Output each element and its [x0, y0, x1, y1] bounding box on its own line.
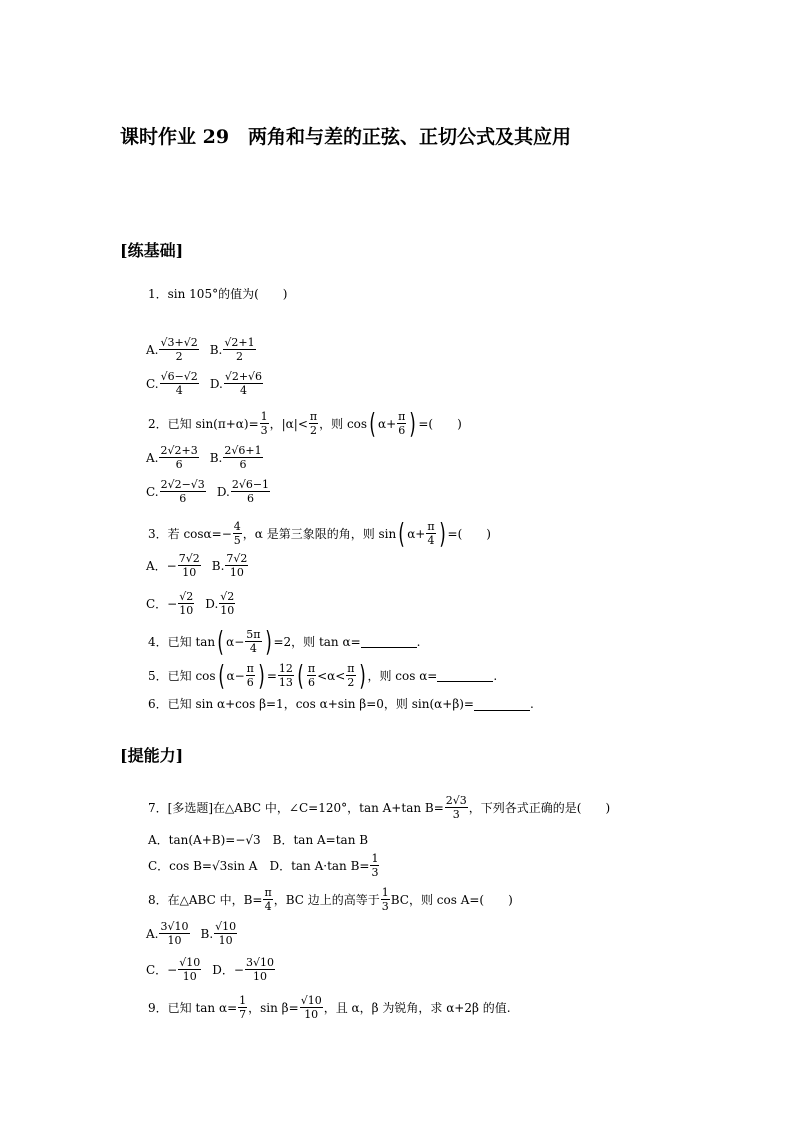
q2-d-den: 6: [246, 492, 254, 505]
q1-b-num: √2+1: [224, 336, 255, 349]
q3-option-c-fraction: [178, 590, 194, 617]
left-paren-icon: (: [369, 406, 376, 440]
q4-inner: α−: [226, 634, 245, 649]
q1-d-den: 4: [239, 384, 247, 397]
question-6: [148, 696, 534, 712]
right-paren-icon: ): [438, 516, 446, 550]
question-2-options-cd: [146, 478, 271, 505]
q2-fraction-1: [260, 410, 269, 437]
question-7-stem: [148, 794, 610, 821]
q2-option-a-fraction: [159, 444, 198, 471]
q3-option-a-label: A．−: [146, 558, 177, 573]
q3-option-c-label: C．−: [146, 596, 178, 611]
q7-options-cd-text: C．cos B=√3sin A D．tan A·tan B=: [148, 858, 370, 873]
q8-a-num: 3√10: [160, 920, 189, 933]
q2-option-b-label: B.: [209, 450, 223, 465]
right-paren-icon: ): [358, 658, 366, 692]
q1-b-den: 2: [235, 350, 243, 363]
q5-inner: α−: [226, 668, 245, 683]
q1-option-d-fraction: [224, 370, 263, 397]
answer-blank[interactable]: [361, 635, 417, 648]
q3-option-d-fraction: [219, 590, 235, 617]
q5-f1-den: 6: [246, 676, 254, 689]
q1-option-b-label: B.: [209, 342, 223, 357]
q2-fraction-2: [309, 410, 318, 437]
question-7-options-cd: [148, 852, 380, 879]
q2-c-num: 2√2−√3: [160, 478, 205, 491]
question-8-options-cd: [146, 956, 276, 983]
q5-post: ，则 cos α=: [367, 668, 438, 683]
q5-eq: =: [266, 668, 277, 683]
q3-d-den: 10: [220, 604, 235, 617]
question-7-options-ab: [148, 832, 368, 848]
q8-fraction-1: [263, 886, 272, 913]
q4-pre: 4．已知 tan: [148, 634, 216, 649]
q5-f4-den: 2: [347, 676, 355, 689]
q2-b-num: 2√6+1: [224, 444, 262, 457]
q9-pre: 9．已知 tan α=: [148, 1000, 238, 1015]
q2-mid1: ，|α|<: [269, 416, 308, 431]
q3-f1-num: 4: [233, 520, 241, 533]
q8-d-num: 3√10: [245, 956, 274, 969]
q5-fraction-4: [346, 662, 355, 689]
q5-end: .: [493, 668, 498, 683]
q8-c-den: 10: [182, 970, 197, 983]
q1-option-c-fraction: [160, 370, 199, 397]
question-1-options-cd: [146, 370, 264, 397]
q4-f-den: 4: [249, 642, 257, 655]
q8-d-den: 10: [252, 970, 267, 983]
q2-option-a-label: A.: [146, 450, 159, 465]
q2-option-b-fraction: [223, 444, 262, 471]
q3-inner: α+: [407, 526, 426, 541]
q9-fraction-1: [238, 994, 247, 1021]
q2-c-den: 6: [179, 492, 187, 505]
q2-f1-den: 3: [260, 424, 268, 437]
q8-a-den: 10: [167, 934, 182, 947]
q8-b-den: 10: [218, 934, 233, 947]
q8-option-c-label: C．−: [146, 962, 178, 977]
q8-option-b-fraction: [214, 920, 237, 947]
q7-post: ，下列各式正确的是( ): [468, 800, 611, 815]
q2-f3-den: 6: [398, 424, 406, 437]
q8-option-d-label: D．−: [212, 962, 244, 977]
question-1-options-ab: [146, 336, 257, 363]
q2-mid2: ，则 cos: [319, 416, 368, 431]
q1-option-a-fraction: [159, 336, 198, 363]
q1-stem-text: 1．sin 105°的值为( ): [148, 287, 288, 301]
q8-option-a-label: A.: [146, 926, 159, 941]
q3-a-den: 10: [182, 566, 197, 579]
q5-fraction-3: [307, 662, 316, 689]
q3-option-b-fraction: [225, 552, 248, 579]
q7-d-num: 1: [371, 852, 379, 865]
q3-fraction-2: [426, 520, 435, 547]
q3-a-num: 7√2: [178, 552, 200, 565]
q3-post: =( ): [447, 526, 491, 541]
section-heading-advanced: [提能力]: [120, 746, 184, 765]
q2-post: =( ): [418, 416, 462, 431]
q8-f1-num: π: [264, 886, 272, 899]
q8-option-b-label: B.: [200, 926, 214, 941]
q3-c-num: √2: [179, 590, 194, 603]
q2-b-den: 6: [239, 458, 247, 471]
q8-mid: ，BC 边上的高等于: [273, 892, 380, 907]
q6-end: .: [530, 697, 534, 711]
q2-f1-num: 1: [260, 410, 268, 423]
q3-b-den: 10: [229, 566, 244, 579]
q5-f2-den: 13: [278, 676, 293, 689]
question-2-options-ab: [146, 444, 264, 471]
question-9: [148, 994, 511, 1021]
q1-option-a-label: A.: [146, 342, 159, 357]
q4-end: .: [416, 634, 421, 649]
left-paren-icon: (: [217, 658, 225, 692]
q8-c-num: √10: [179, 956, 201, 969]
q9-fraction-2: [300, 994, 323, 1021]
question-5: [148, 658, 498, 692]
q3-b-num: 7√2: [226, 552, 248, 565]
question-4: [148, 624, 421, 658]
q6-text: 6．已知 sin α+cos β=1，cos α+sin β=0，则 sin(α+β)=: [148, 697, 474, 711]
q8-b-num: √10: [215, 920, 237, 933]
q3-f1-den: 5: [233, 534, 241, 547]
q5-f1-num: π: [246, 662, 254, 675]
answer-blank[interactable]: [437, 669, 493, 682]
q3-fraction-1: [233, 520, 242, 547]
q7-options-ab-text: A．tan(A+B)=−√3 B．tan A=tan B: [148, 833, 369, 847]
q5-fraction-1: [246, 662, 255, 689]
q3-option-a-fraction: [178, 552, 201, 579]
q3-f2-num: π: [427, 520, 435, 533]
q1-option-d-label: D.: [209, 376, 223, 391]
q8-pre: 8．在△ABC 中，B=: [148, 892, 263, 907]
q3-d-num: √2: [220, 590, 235, 603]
q7-f-num: 2√3: [445, 794, 467, 807]
q9-f2-den: 10: [304, 1008, 319, 1021]
q8-f1-den: 4: [264, 900, 272, 913]
q1-a-num: √3+√2: [160, 336, 198, 349]
q9-post: ，且 α，β 为锐角，求 α+2β 的值.: [323, 1000, 511, 1015]
q7-d-den: 3: [371, 866, 379, 879]
q8-option-c-fraction: [178, 956, 201, 983]
left-paren-icon: (: [217, 624, 224, 658]
q3-option-b-label: B.: [211, 558, 225, 573]
question-2-stem: [148, 406, 462, 440]
q2-option-d-label: D.: [216, 484, 230, 499]
left-paren-icon: (: [297, 658, 304, 692]
right-paren-icon: ): [258, 658, 265, 692]
question-8-stem: [148, 886, 513, 913]
q1-c-num: √6−√2: [160, 370, 198, 383]
q4-f-num: 5π: [246, 628, 261, 641]
q8-fraction-2: [381, 886, 390, 913]
q2-option-d-fraction: [231, 478, 270, 505]
q4-post: =2，则 tan α=: [273, 634, 361, 649]
q3-option-d-label: D.: [205, 596, 219, 611]
q3-mid: ，α 是第三象限的角，则 sin: [242, 526, 397, 541]
q9-mid: ，sin β=: [248, 1000, 299, 1015]
q2-pre: 2．已知 sin(π+α)=: [148, 416, 259, 431]
q1-c-den: 4: [175, 384, 183, 397]
q2-inner: α+: [377, 416, 397, 431]
q2-f3-num: π: [398, 410, 406, 423]
q9-f2-num: √10: [300, 994, 322, 1007]
q5-f2-num: 12: [278, 662, 293, 675]
q1-option-b-fraction: [223, 336, 255, 363]
q5-f3-den: 6: [307, 676, 315, 689]
q1-a-den: 2: [175, 350, 183, 363]
q8-post: BC，则 cos A=( ): [390, 892, 513, 907]
q2-f2-den: 2: [310, 424, 317, 437]
q2-fraction-3: [397, 410, 406, 437]
q1-d-num: √2+√6: [224, 370, 263, 383]
q3-c-den: 10: [179, 604, 194, 617]
q8-f2-num: 1: [381, 886, 389, 899]
q2-d-num: 2√6−1: [231, 478, 270, 491]
q2-option-c-label: C.: [146, 484, 159, 499]
q5-f4-num: π: [347, 662, 355, 675]
q5-fraction-2: [278, 662, 294, 689]
q4-fraction: [245, 628, 261, 655]
q2-a-num: 2√2+3: [160, 444, 198, 457]
left-paren-icon: (: [398, 516, 405, 550]
q7-pre: 7．[多选题]在△ABC 中，∠C=120°，tan A+tan B=: [148, 800, 444, 815]
q8-option-d-fraction: [245, 956, 275, 983]
section-heading-basic: [练基础]: [120, 241, 184, 260]
right-paren-icon: ): [409, 406, 417, 440]
question-3-options-cd: [146, 590, 236, 617]
answer-blank[interactable]: [474, 698, 530, 711]
q2-a-den: 6: [175, 458, 183, 471]
q9-f1-num: 1: [239, 994, 247, 1007]
page-title: 课时作业 29 两角和与差的正弦、正切公式及其应用: [120, 126, 572, 148]
q2-f2-num: π: [309, 410, 318, 423]
q9-f1-den: 7: [239, 1008, 247, 1021]
question-3-options-ab: [146, 552, 249, 579]
q3-pre: 3．若 cosα=−: [148, 526, 232, 541]
q7-fraction: [445, 794, 468, 821]
question-1-stem: [148, 286, 287, 302]
q8-f2-den: 3: [381, 900, 389, 913]
q1-option-c-label: C.: [146, 376, 159, 391]
q7-option-d-fraction: [370, 852, 379, 879]
question-8-options-ab: [146, 920, 238, 947]
q5-pre: 5．已知 cos: [148, 668, 216, 683]
q7-f-den: 3: [452, 808, 460, 821]
q5-f3-num: π: [307, 662, 316, 675]
q5-lt: <α<: [317, 668, 346, 683]
question-3-stem: [148, 516, 491, 550]
right-paren-icon: ): [264, 624, 272, 658]
q2-option-c-fraction: [160, 478, 206, 505]
q3-f2-den: 4: [427, 534, 435, 547]
q8-option-a-fraction: [159, 920, 189, 947]
